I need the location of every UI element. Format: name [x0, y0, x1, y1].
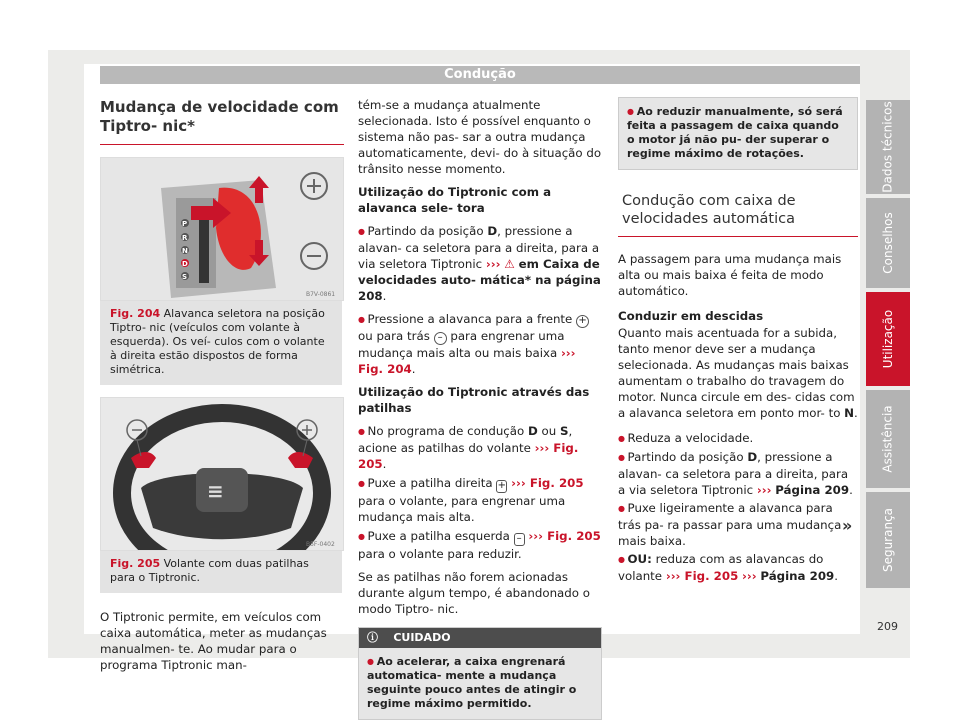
- svg-text:≡: ≡: [207, 479, 224, 503]
- plus-icon: +: [576, 315, 589, 328]
- figure-code: B7V-0861: [306, 291, 336, 298]
- figure-code: B5F-0402: [306, 541, 335, 548]
- section-heading: Condução com caixa de velocidades automática: [622, 193, 796, 227]
- bullet-item: ● OU: reduza com as alavancas do volante ››› Fig. 205 ››› Página 209.: [618, 551, 858, 584]
- bullet-item: ● Reduza a velocidade.: [618, 430, 858, 447]
- tab-utilizacao[interactable]: [866, 292, 910, 386]
- section-heading: Mudança de velocidade com Tiptro- nic*: [100, 98, 339, 135]
- warning-icon: ⚠: [504, 257, 515, 271]
- note-text: Ao reduzir manualmente, só será feita a passagem de caixa quando o motor já não pu- der superar o regime máximo de rotações.: [627, 105, 843, 160]
- caption-text: Alavanca seletora na posição Tiptro- nic (veículos com volante à esquerda). Os veí- culos com o volante à direita estão dispostos de forma simétrica.: [110, 307, 325, 376]
- tab-seguranca[interactable]: [866, 492, 910, 588]
- column-2: [358, 97, 602, 720]
- bullet-item: ● Puxe ligeiramente a alavanca para trás pa- ra passar para uma mudança mais baixa.: [618, 500, 858, 549]
- figure-link[interactable]: ››› Fig. 205: [511, 476, 584, 490]
- tab-label: Conselhos: [881, 212, 895, 274]
- figure-205-image: [100, 397, 344, 551]
- subheading: Utilização do Tiptronic com a alavanca sele- tora: [358, 185, 552, 215]
- minus-icon: –: [434, 332, 447, 345]
- tab-conselhos[interactable]: [866, 198, 910, 288]
- bullet-item: ● Pressione a alavanca para a frente + ou para trás – para engrenar uma mudança mais alta ou mais baixa ››› Fig. 204.: [358, 311, 602, 377]
- tab-label: Dados técnicos: [881, 101, 895, 193]
- figure-number: Fig. 204: [110, 307, 161, 320]
- column-1: [100, 98, 344, 680]
- info-icon: ⓘ: [367, 631, 378, 644]
- paragraph: Se as patilhas não forem acionadas durante algum tempo, é abandonado o modo Tiptro- nic.: [358, 570, 590, 616]
- subheading: Conduzir em descidas: [618, 309, 764, 323]
- gear-letter-d: D: [182, 260, 188, 268]
- bullet-item: ● Puxe a patilha direita + ››› Fig. 205 para o volante, para engrenar uma mudança mais alta.: [358, 475, 602, 525]
- page-header: Condução: [100, 66, 860, 84]
- page-number: 209: [877, 620, 898, 633]
- bullet-item: ● Partindo da posição D, pressione a alavan- ca seletora para a direita, para a via seletora Tiptronic ››› Página 209.: [618, 449, 858, 498]
- gear-letter-s: S: [182, 273, 188, 281]
- bullet-item: ● Puxe a patilha esquerda – ››› Fig. 205 para o volante para reduzir.: [358, 528, 602, 562]
- bullet-item: ● Partindo da posição D, pressione a alavan- ca seletora para a direita, para a via seletora Tiptronic ››› ⚠ em Caixa de velocidades auto- mática* na página 208.: [358, 223, 602, 304]
- gear-letter-r: R: [182, 234, 188, 242]
- figure-link[interactable]: ››› Fig. 205: [665, 569, 739, 583]
- column-3: [618, 97, 858, 591]
- minus-paddle-icon: –: [514, 533, 525, 546]
- figure-205-caption: [100, 551, 342, 593]
- bullet-item: ● No programa de condução D ou S, acione as patilhas do volante ››› Fig. 205.: [358, 423, 602, 472]
- tab-assistencia[interactable]: [866, 390, 910, 488]
- paragraph: O Tiptronic permite, em veículos com caixa automática, meter as mudanças manualmen- te. Ao mudar para o programa Tiptronic man-: [100, 610, 327, 672]
- figure-204-caption: [100, 301, 342, 385]
- paragraph: Quanto mais acentuada for a subida, tanto menor deve ser a mudança selecionada. As mudanças mais baixas aumentam o trabalho do travagem do motor. Nunca circule em des- cidas com a alavanca seletora em ponto mor- to N.: [618, 326, 858, 420]
- caution-header: ⓘ CUIDADO: [359, 628, 601, 648]
- note-box: [618, 97, 858, 170]
- heading-rule: [100, 144, 344, 145]
- caption-text: Volante com duas patilhas para o Tiptronic.: [110, 557, 309, 584]
- subheading: Utilização do Tiptronic através das patilhas: [358, 385, 590, 415]
- heading-rule: [618, 236, 858, 237]
- figure-link[interactable]: ››› Fig. 205: [358, 441, 579, 471]
- gear-selector-illustration: [101, 158, 343, 300]
- tab-label: Assistência: [881, 405, 895, 473]
- tab-label: Utilização: [881, 309, 895, 369]
- figure-link[interactable]: ››› Fig. 205: [528, 529, 601, 543]
- caution-box: [358, 627, 602, 720]
- tab-label: Segurança: [881, 507, 896, 573]
- side-tabs: [866, 100, 910, 592]
- paragraph: A passagem para uma mudança mais alta ou mais baixa é feita de modo automático.: [618, 252, 842, 298]
- paragraph: tém-se a mudança atualmente selecionada. Isto é possível enquanto o sistema não pas- sar a outra mudança automaticamente, devi- do à situação do trânsito nesse momento.: [358, 98, 602, 176]
- figure-204-image: [100, 157, 344, 301]
- caution-text: ● Ao acelerar, a caixa engrenará automatica- mente a mudança seguinte pouco antes de atingir o regime máximo permitido.: [359, 648, 601, 719]
- gear-letter-n: N: [182, 247, 188, 255]
- figure-number: Fig. 205: [110, 557, 161, 570]
- continue-arrow-icon: »: [842, 516, 853, 535]
- figure-link[interactable]: ››› Fig. 204: [358, 346, 576, 376]
- steering-wheel-illustration: [101, 398, 343, 550]
- plus-paddle-icon: +: [497, 480, 507, 491]
- tab-dados-tecnicos[interactable]: [866, 100, 910, 194]
- gear-letter-p: P: [182, 220, 188, 228]
